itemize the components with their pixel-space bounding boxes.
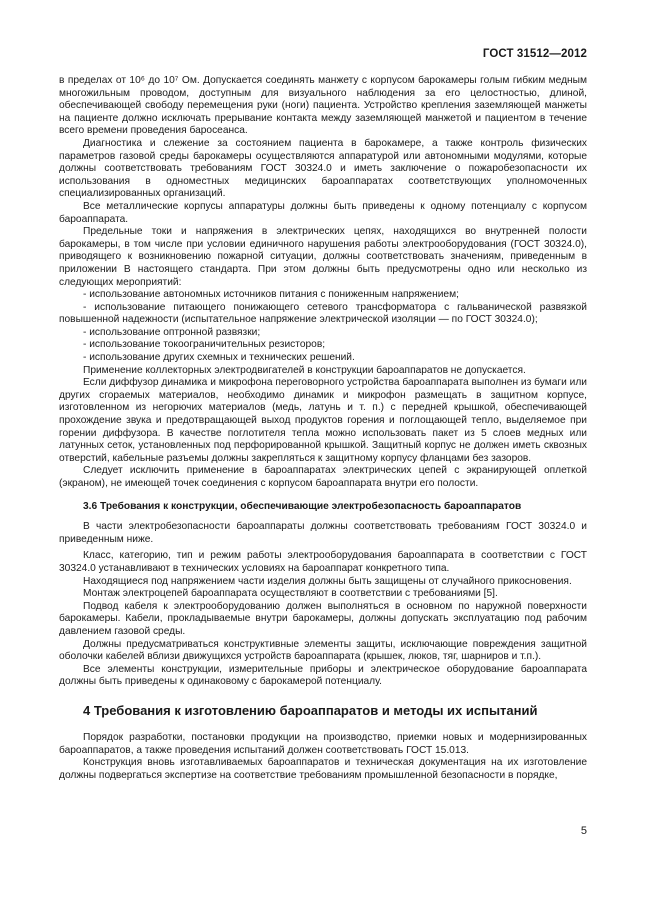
section-heading-3-6: 3.6 Требования к конструкции, обеспечивающие электробезопасность бароаппаратов — [83, 500, 522, 512]
list-item-resistors: - использование токоограничительных резисторов; — [83, 339, 326, 351]
paragraph-cable-protection: Должны предусматриваться конструктивные элементы защиты, исключающие повреждения защитной оболочки кабелей вблизи движущихся устройств бароаппарата (крышек, люков, тяг, шарниров и т.п.). — [59, 638, 587, 663]
list-item-autonomous-power: - использование автономных источников питания с пониженным напряжением; — [83, 289, 459, 301]
paragraph-electrical-safety: В части электробезопасности бароаппараты должны соответствовать требованиям ГОСТ 30324.0 и приведенным ниже. — [59, 521, 587, 545]
paragraph-speaker-diffuser: Если диффузор динамика и микрофона переговорного устройства бароаппарата выполнен из бумаги или других сгораемых материалов, необходимо динамик и микрофон размещать в защитном корпусе, изготовленном из негорючих материалов (медь, латунь и т. п.) с передней крышкой, обеспечивающей прохождение звука и предотвращающей выход продуктов горения и поглощающей тепло, выделяемое при горении диффузора. В качестве поглотителя тепла можно использовать пакет из 5 слоев медных или латунных сеток, установленных под перфорированной крышкой. Защитный корпус не должен иметь сквозных отверстий, кабельные разъемы должны закрепляться к защитному корпусу фланцами без зазоров. — [59, 377, 587, 464]
paragraph-production-order: Порядок разработки, постановки продукции на производство, приемки новых и модернизированных бароаппаратов, а также проведения испытаний должен соответствовать ГОСТ 15.013. — [59, 731, 587, 756]
paragraph-current-limits: Предельные токи и напряжения в электрических цепях, находящихся во внутренней полости барокамеры, в том числе при условии единичного нарушения работы электрооборудования (ГОСТ 30324.0), приводящего к возникновению пожарной ситуации, должны соответствовать значениям, приведенным в приложении В настоящего стандарта. При этом должны быть предусмотрены одно или несколько из следующих мероприятий: — [59, 226, 587, 288]
page-number: 5 — [580, 825, 587, 837]
list-item-other-solutions: - использование других схемных и технических решений. — [83, 352, 355, 364]
paragraph-collector-motors: Применение коллекторных электродвигателей в конструкции бароаппаратов не допускается. — [83, 364, 526, 376]
page-body — [59, 75, 587, 782]
paragraph-cable-routing: Подвод кабеля к электрооборудованию должен выполняться в основном по наружной поверхности барокамеры. Кабели, прокладываемые внутри барокамеры, должны допускать эксплуатацию под рабочим давлением газовой среды. — [59, 600, 587, 637]
paragraph-live-parts: Находящиеся под напряжением части изделия должны быть защищены от случайного прикосновения. — [83, 575, 572, 587]
paragraph-shielded-circuits: Следует исключить применение в бароаппаратах электрических цепей с экранирующей оплеткой (экраном), не имеющей точек соединения с корпусом бароаппарата внутри его полости. — [59, 465, 587, 489]
paragraph-metal-cases: Все металлические корпусы аппаратуры должны быть приведены к одному потенциалу с корпусом бароаппарата. — [59, 200, 587, 225]
document-code: ГОСТ 31512—2012 — [482, 48, 587, 60]
paragraph-equal-potential: Все элементы конструкции, измерительные приборы и электрическое оборудование бароаппарата должны быть приведены к одинаковому с барокамерой потенциалу. — [59, 663, 587, 688]
paragraph-circuit-mounting: Монтаж электроцепей бароаппарата осуществляют в соответствии с требованиями [5]. — [83, 588, 498, 600]
paragraph-equipment-class: Класс, категорию, тип и режим работы электрооборудования бароаппарата в соответствии с ГОСТ 30324.0 устанавливают в технических условиях на бароаппарат конкретного типа. — [59, 550, 587, 574]
paragraph-grounding-cuff: в пределах от 10⁶ до 10⁷ Ом. Допускается соединять манжету с корпусом барокамеры голым гибким медным многожильным проводом, доступным для визуального наблюдения за его целостностью, длиной, обеспечивающей свободу перемещения руки (ноги) пациента. Устройство крепления заземляющей манжеты на пациенте должно исключать прерывание контакта между заземляющей манжетой и пациентом в течение всего времени проведения баросеанса. — [59, 75, 587, 137]
paragraph-expertise: Конструкция вновь изготавливаемых бароаппаратов и техническая документация на их изготовление должны подвергаться экспертизе на соответствие требованиям промышленной безопасности в порядке, — [59, 757, 587, 781]
list-item-optocoupler: - использование оптронной развязки; — [83, 326, 261, 338]
paragraph-diagnostics: Диагностика и слежение за состоянием пациента в барокамере, а также контроль физических параметров газовой среды барокамеры осуществляются аппаратурой или автономными модулями, которые должны соответствовать требованиям ГОСТ 30324.0 и иметь заключение о пожаробезопасности их использования в одноместных медицинских бароаппаратах соответствующих уполномоченных специализированных организаций. — [59, 137, 587, 200]
section-heading-4: 4 Требования к изготовлению бароаппаратов и методы их испытаний — [83, 702, 538, 718]
list-item-transformer: - использование питающего понижающего сетевого трансформатора с гальванической развязкой повышенной надежности (испытательное напряжение электрической изоляции — по ГОСТ 30324.0); — [59, 301, 587, 326]
